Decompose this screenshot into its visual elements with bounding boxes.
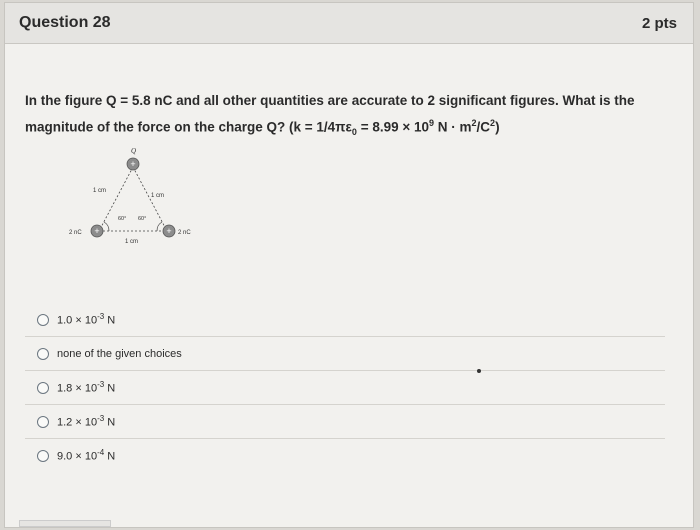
answer-label: none of the given choices — [57, 347, 182, 360]
question-line-2: magnitude of the force on the charge Q? ($k = 1/4\pi\varepsilon_0 = 8.99 \times 10^9$ $N \cdot m^2/C^2$) — [25, 118, 500, 138]
answer-option-1[interactable] — [25, 303, 665, 336]
label-bottom-side: 1 cm — [125, 239, 139, 245]
question-card — [4, 2, 694, 528]
radio-button[interactable] — [37, 450, 49, 462]
stray-dot — [477, 369, 481, 373]
bottom-edge-tab — [19, 520, 111, 527]
charge-left — [91, 225, 103, 237]
answer-label: $9.0 \times 10^{-4}$ N — [57, 448, 116, 463]
answer-option-2[interactable] — [25, 336, 665, 370]
svg-text:+: + — [130, 159, 136, 169]
answer-option-4[interactable] — [25, 404, 665, 438]
question-points: 2 pts — [641, 14, 677, 32]
answer-label: $1.2 \times 10^{-3}$ N — [57, 414, 116, 429]
side-left — [99, 167, 133, 231]
question-text — [25, 89, 665, 144]
radio-button[interactable] — [37, 382, 49, 394]
label-left-charge: 2 nC — [69, 230, 82, 236]
radio-button[interactable] — [37, 314, 49, 326]
label-right-side: 1 cm — [151, 193, 165, 199]
radio-button[interactable] — [37, 348, 49, 360]
angle-arc-left — [104, 222, 109, 231]
answer-list — [25, 303, 665, 472]
answer-option-3[interactable] — [25, 370, 665, 404]
answer-label: $1.8 \times 10^{-3}$ N — [57, 380, 116, 395]
question-line-1: In the figure Q = 5.8 nC and all other quantities are accurate to 2 significant figures. What is the — [25, 93, 635, 108]
label-angle-left: 60° — [118, 216, 127, 222]
label-q: Q — [131, 147, 137, 155]
label-left-side: 1 cm — [93, 188, 107, 194]
answer-label: $1.0 \times 10^{-3}$ N — [57, 312, 116, 327]
radio-button[interactable] — [37, 416, 49, 428]
svg-text:+: + — [94, 226, 100, 236]
charge-right — [163, 225, 175, 237]
label-angle-right: 60° — [138, 216, 147, 222]
charge-q — [127, 158, 139, 170]
question-header — [5, 3, 693, 44]
label-right-charge: 2 nC — [178, 230, 191, 236]
svg-text:+: + — [166, 226, 172, 236]
charge-triangle-figure — [69, 147, 225, 257]
question-title: Question 28 — [19, 14, 111, 31]
answer-option-5[interactable] — [25, 438, 665, 472]
angle-arc-right — [157, 222, 162, 231]
